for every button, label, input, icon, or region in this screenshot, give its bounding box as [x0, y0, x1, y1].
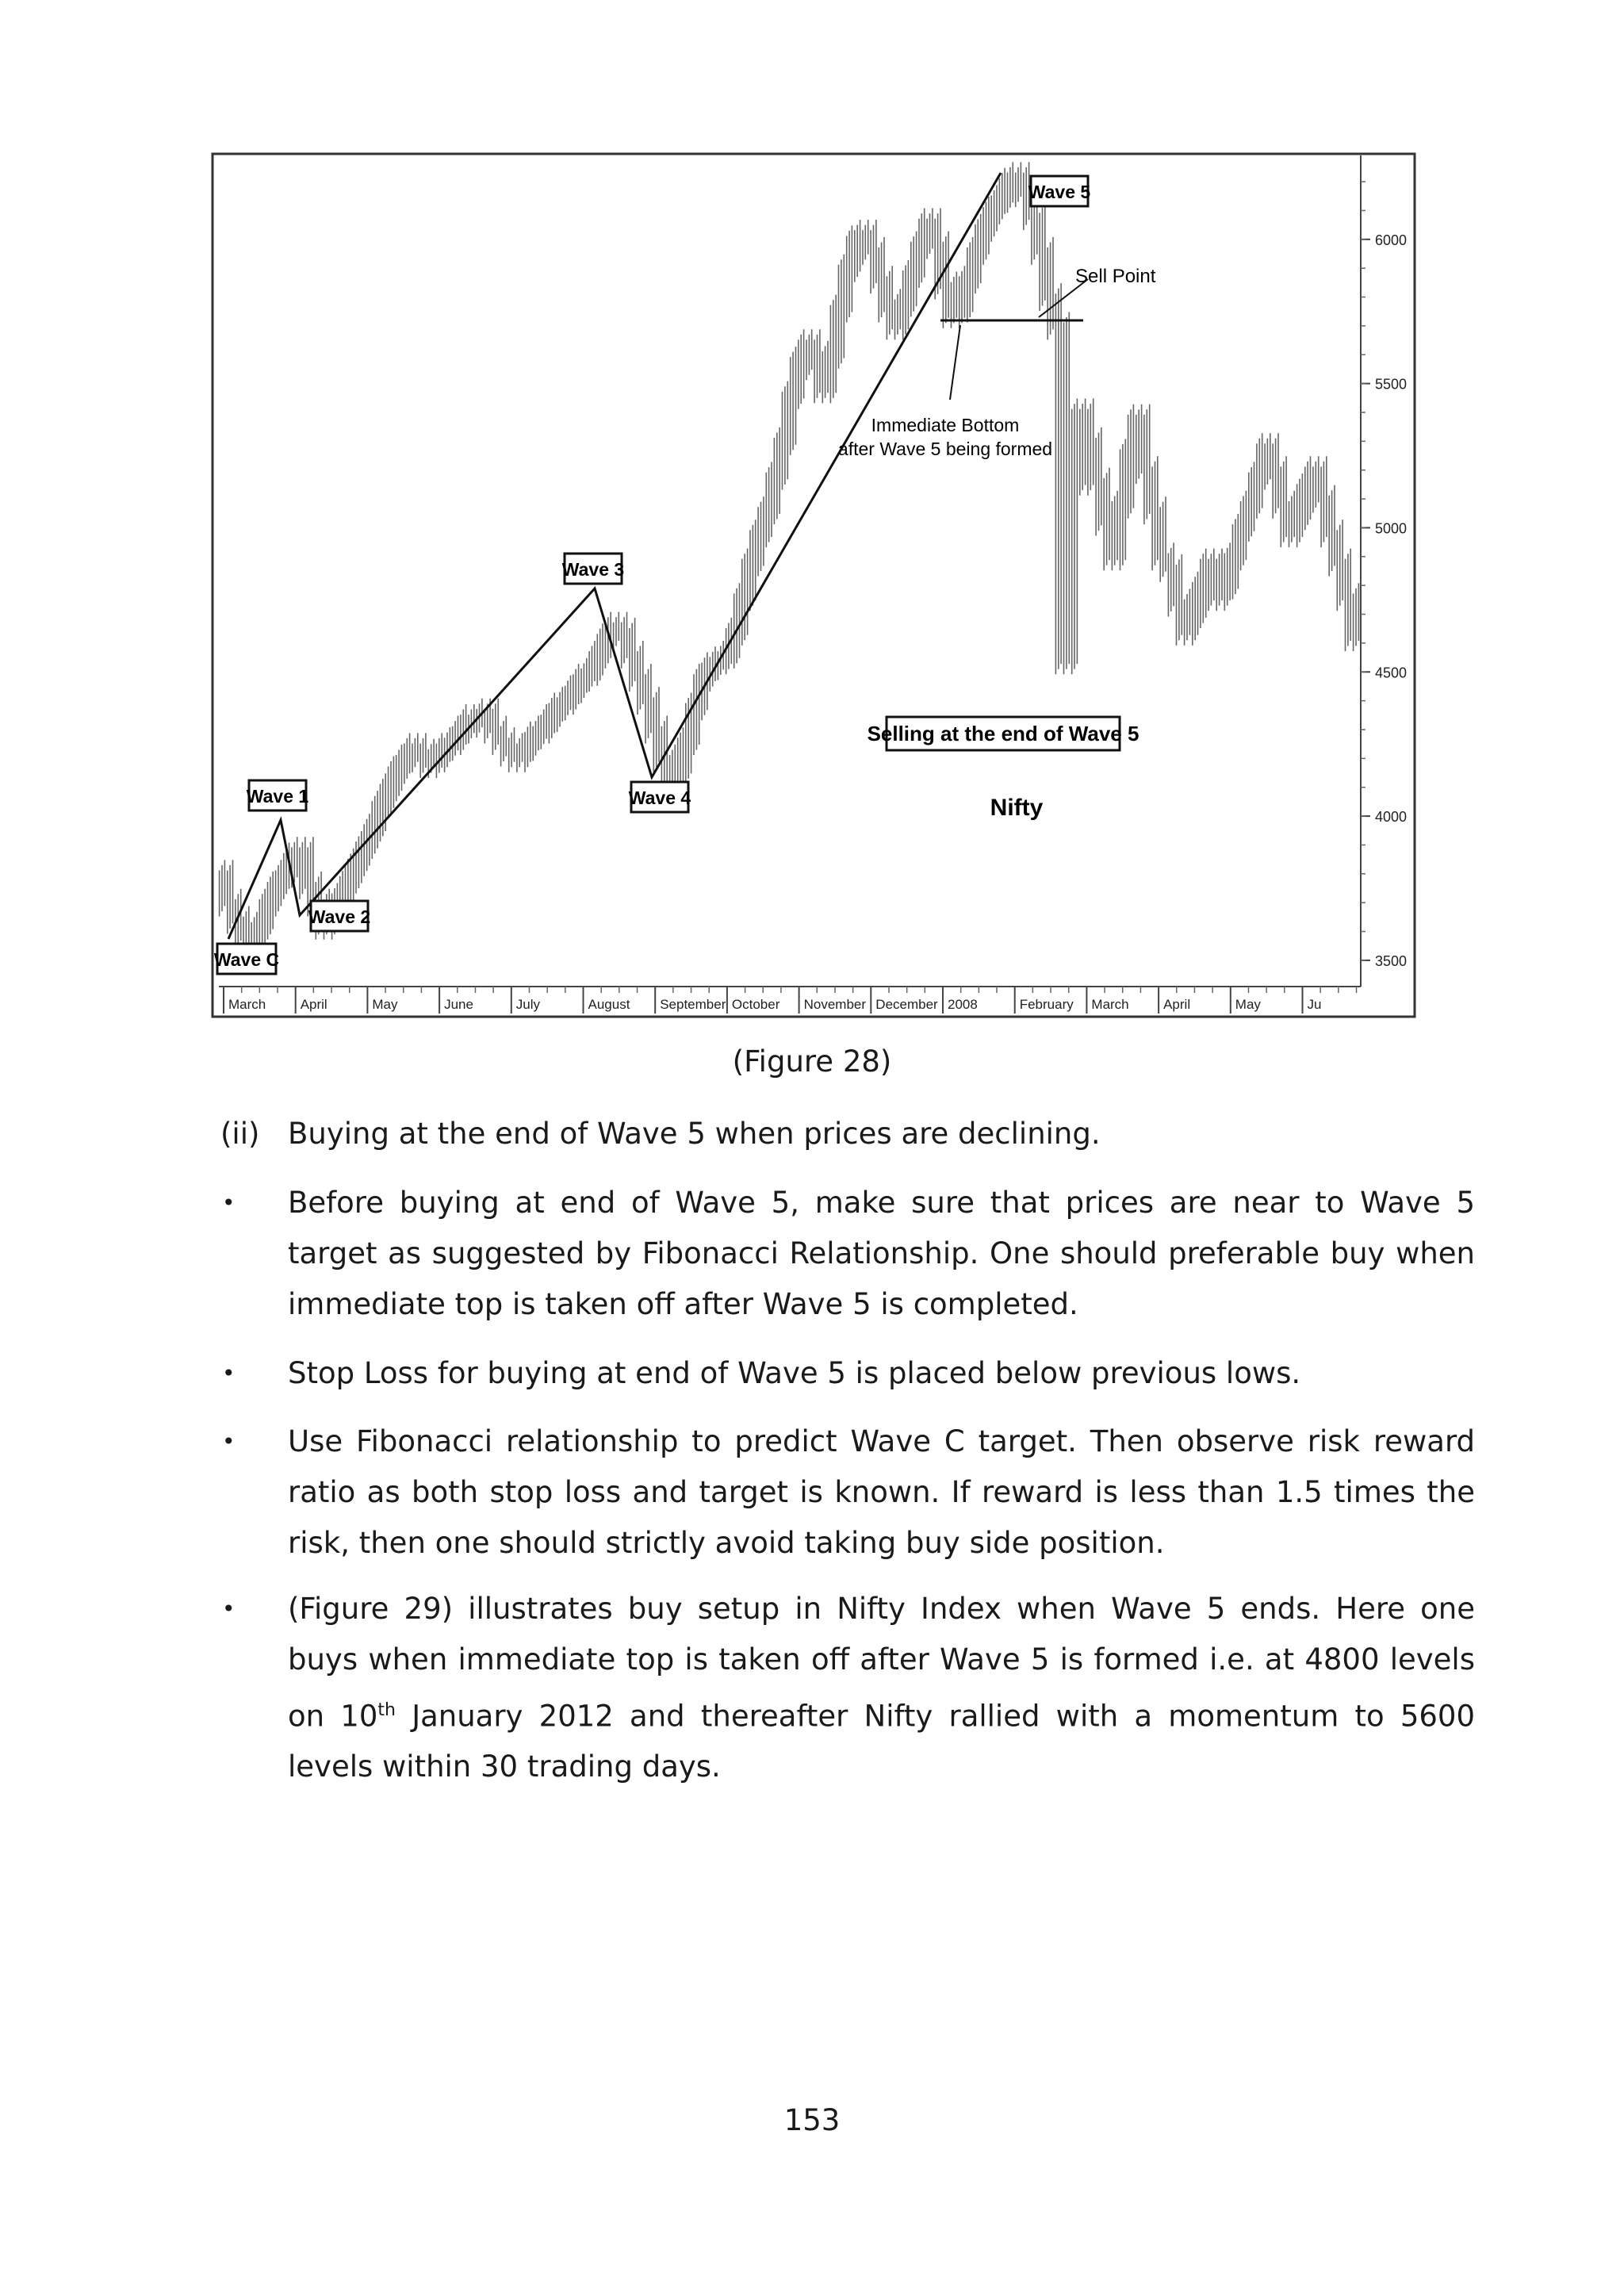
immediate-bottom-text-1: Immediate Bottom — [871, 415, 1020, 435]
bullet-item — [220, 1348, 1475, 1399]
wave-3-text: Wave 3 — [561, 559, 625, 580]
bullet-marker: • — [222, 1360, 236, 1386]
immediate-bottom-text-2: after Wave 5 being formed — [837, 439, 1053, 459]
x-tick-label: October — [731, 997, 780, 1012]
x-tick-label: March — [228, 997, 266, 1012]
bullet-text: Use Fibonacci relationship to predict Wave C target. Then observe risk reward ratio as both stop loss and target is known. If reward is less than 1.5 times the risk, then one should strictly avoid taking buy side position. — [288, 1424, 1475, 1560]
page-number: 153 — [783, 2103, 841, 2137]
x-tick-label: December — [875, 997, 938, 1012]
wave-2-text: Wave 2 — [308, 906, 371, 927]
x-tick-label: November — [803, 997, 867, 1012]
chart-svg — [211, 152, 1416, 1018]
bullet-item — [220, 1416, 1475, 1569]
wave-5-label — [1028, 176, 1091, 206]
bullet-marker: • — [222, 1596, 236, 1622]
x-tick-label: April — [300, 997, 327, 1012]
chart-frame — [213, 154, 1415, 1017]
x-tick-label: August — [588, 997, 630, 1012]
y-tick-label: 6000 — [1375, 232, 1408, 248]
y-tick-label: 4000 — [1375, 809, 1408, 826]
bullet-text: Stop Loss for buying at end of Wave 5 is placed below previous lows. — [288, 1356, 1301, 1390]
bullet-marker: • — [222, 1428, 236, 1454]
wave-3-label — [562, 554, 624, 584]
figure-caption: (Figure 28) — [732, 1044, 892, 1079]
bullet-marker: • — [222, 1190, 236, 1216]
bullet-item — [220, 1178, 1475, 1330]
sell-point-text: Sell Point — [1075, 266, 1156, 287]
wave-5-text: Wave 5 — [1028, 182, 1091, 202]
selling-note-text: Selling at the end of Wave 5 — [867, 722, 1139, 745]
intro-text: Buying at the end of Wave 5 when prices are declining. — [288, 1117, 1101, 1151]
chart-title: Nifty — [990, 795, 1044, 821]
intro-item — [220, 1109, 1475, 1159]
x-tick-label: May — [372, 997, 398, 1012]
ordinal-suffix: th — [377, 1700, 396, 1720]
bullet-text-part-a: (Figure 29) illustrates buy setup in Nifty Index when Wave 5 ends. Here one buys when immediate top is taken off after Wave 5 is formed i.e. at 4800 levels on 10 — [288, 1592, 1475, 1734]
y-tick-label: 5500 — [1375, 376, 1408, 393]
x-tick-label: September — [660, 997, 726, 1012]
wave-1-label — [247, 780, 309, 811]
x-tick-label: February — [1019, 997, 1074, 1012]
bullet-text — [288, 1584, 1475, 1792]
x-tick-label: March — [1091, 997, 1129, 1012]
x-tick-label: April — [1163, 997, 1191, 1012]
nifty-wave-chart — [211, 152, 1416, 1018]
selling-note-box — [868, 717, 1139, 750]
wave-c-text: Wave C — [213, 949, 280, 970]
y-tick-label: 3500 — [1375, 952, 1408, 969]
y-tick-label: 4500 — [1375, 665, 1408, 681]
x-tick-label: May — [1235, 997, 1261, 1012]
bullet-item — [220, 1584, 1475, 1792]
bullet-text-part-b: January 2012 and thereafter Nifty rallied with a momentum to 5600 levels within 30 trading days. — [288, 1699, 1475, 1784]
wave-2-label — [308, 901, 370, 931]
bullet-text: Before buying at end of Wave 5, make sure that prices are near to Wave 5 target as suggested by Fibonacci Relationship. One should preferable buy when immediate top is taken off after Wave 5 is completed. — [288, 1186, 1475, 1321]
intro-marker: (ii) — [220, 1117, 260, 1151]
x-tick-label: Ju — [1307, 997, 1322, 1012]
wave-4-label — [629, 782, 691, 812]
x-tick-label: 2008 — [948, 997, 978, 1012]
wave-c-label — [214, 944, 279, 974]
wave-1-text: Wave 1 — [246, 786, 309, 807]
x-tick-label: July — [515, 997, 541, 1012]
y-tick-label: 5000 — [1375, 520, 1408, 537]
x-tick-label: June — [444, 997, 473, 1012]
wave-4-text: Wave 4 — [628, 788, 691, 808]
